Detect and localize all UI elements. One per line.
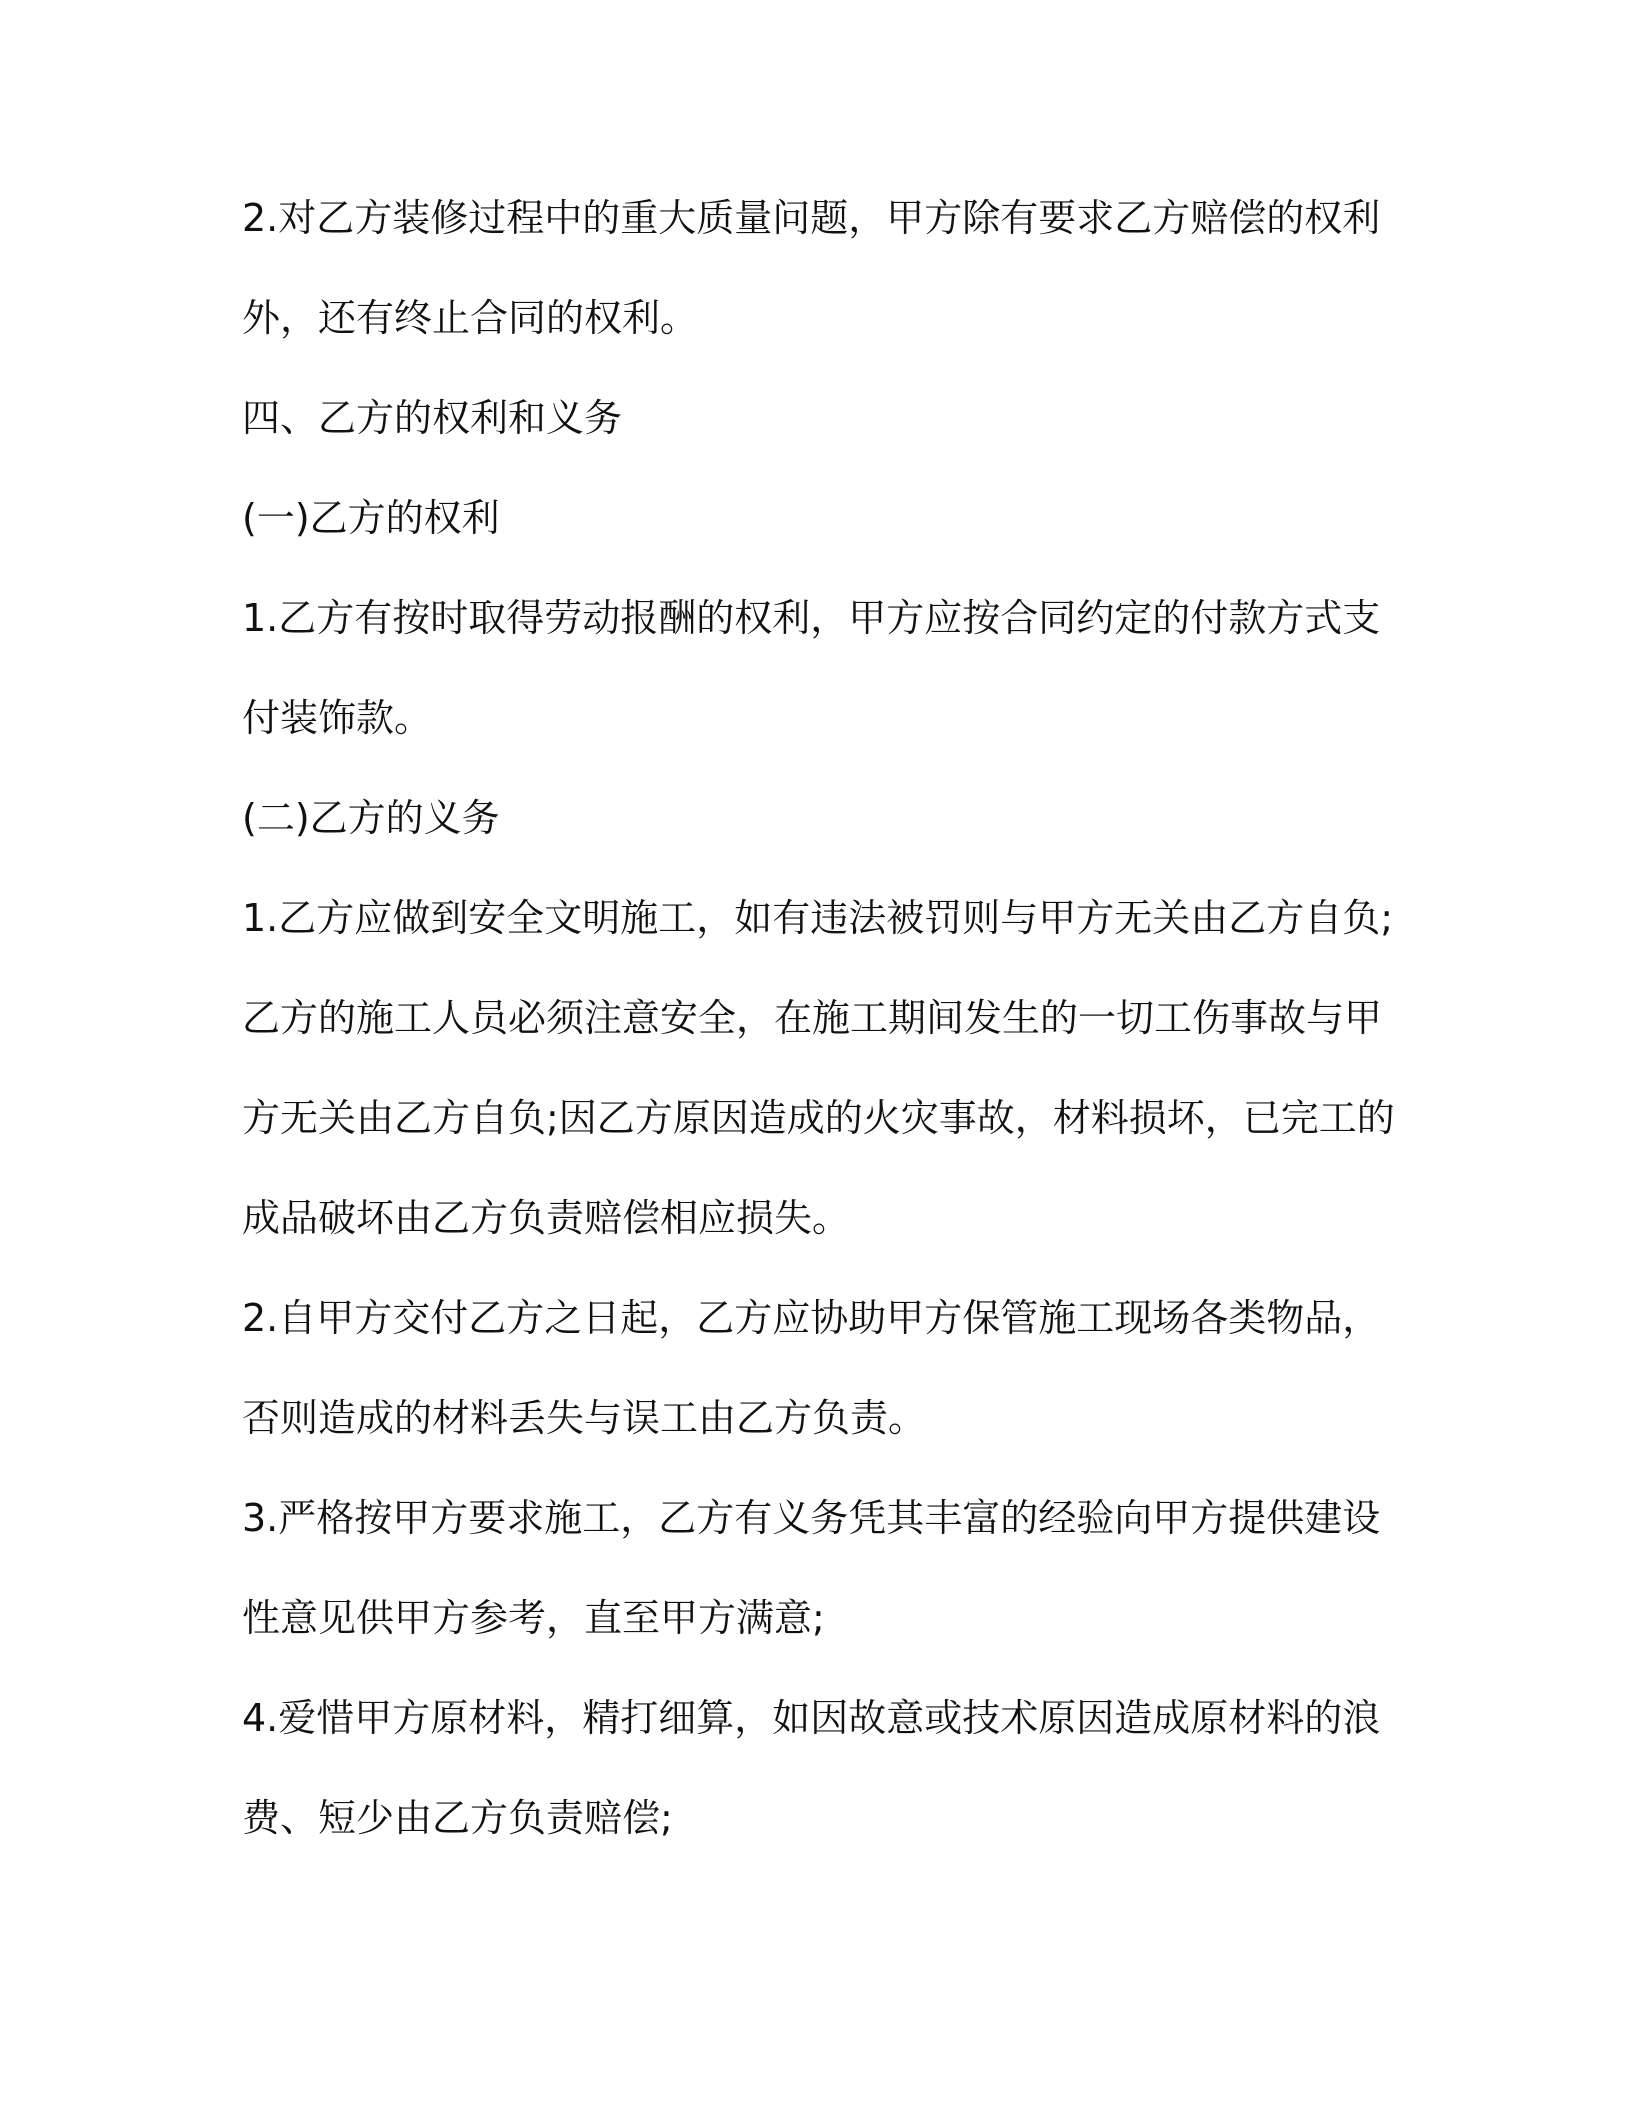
text-line: 付装饰款。 — [242, 696, 433, 740]
text-line: 4.爱惜甲方原材料，精打细算，如因故意或技术原因造成原材料的浪 — [242, 1696, 1381, 1740]
text-line: 2.对乙方装修过程中的重大质量问题，甲方除有要求乙方赔偿的权利 — [242, 196, 1381, 240]
text-line: 方无关由乙方自负;因乙方原因造成的火灾事故，材料损坏，已完工的 — [242, 1096, 1395, 1140]
subsection-heading: (一)乙方的权利 — [242, 496, 500, 540]
text-line: 3.严格按甲方要求施工，乙方有义务凭其丰富的经验向甲方提供建设 — [242, 1496, 1381, 1540]
text-line: 1.乙方应做到安全文明施工，如有违法被罚则与甲方无关由乙方自负; — [242, 896, 1394, 940]
section-heading: 四、乙方的权利和义务 — [242, 396, 623, 440]
text-line: 1.乙方有按时取得劳动报酬的权利，甲方应按合同约定的付款方式支 — [242, 596, 1381, 640]
text-line: 费、短少由乙方负责赔偿; — [242, 1796, 673, 1840]
text-line: 否则造成的材料丢失与误工由乙方负责。 — [242, 1396, 927, 1440]
text-line: 成品破坏由乙方负责赔偿相应损失。 — [242, 1196, 851, 1240]
text-line: 2.自甲方交付乙方之日起，乙方应协助甲方保管施工现场各类物品， — [242, 1296, 1381, 1340]
text-line: 性意见供甲方参考，直至甲方满意; — [242, 1596, 825, 1640]
text-line: 外，还有终止合同的权利。 — [242, 296, 699, 340]
subsection-heading: (二)乙方的义务 — [242, 796, 500, 840]
text-line: 乙方的施工人员必须注意安全，在施工期间发生的一切工伤事故与甲 — [242, 996, 1383, 1040]
